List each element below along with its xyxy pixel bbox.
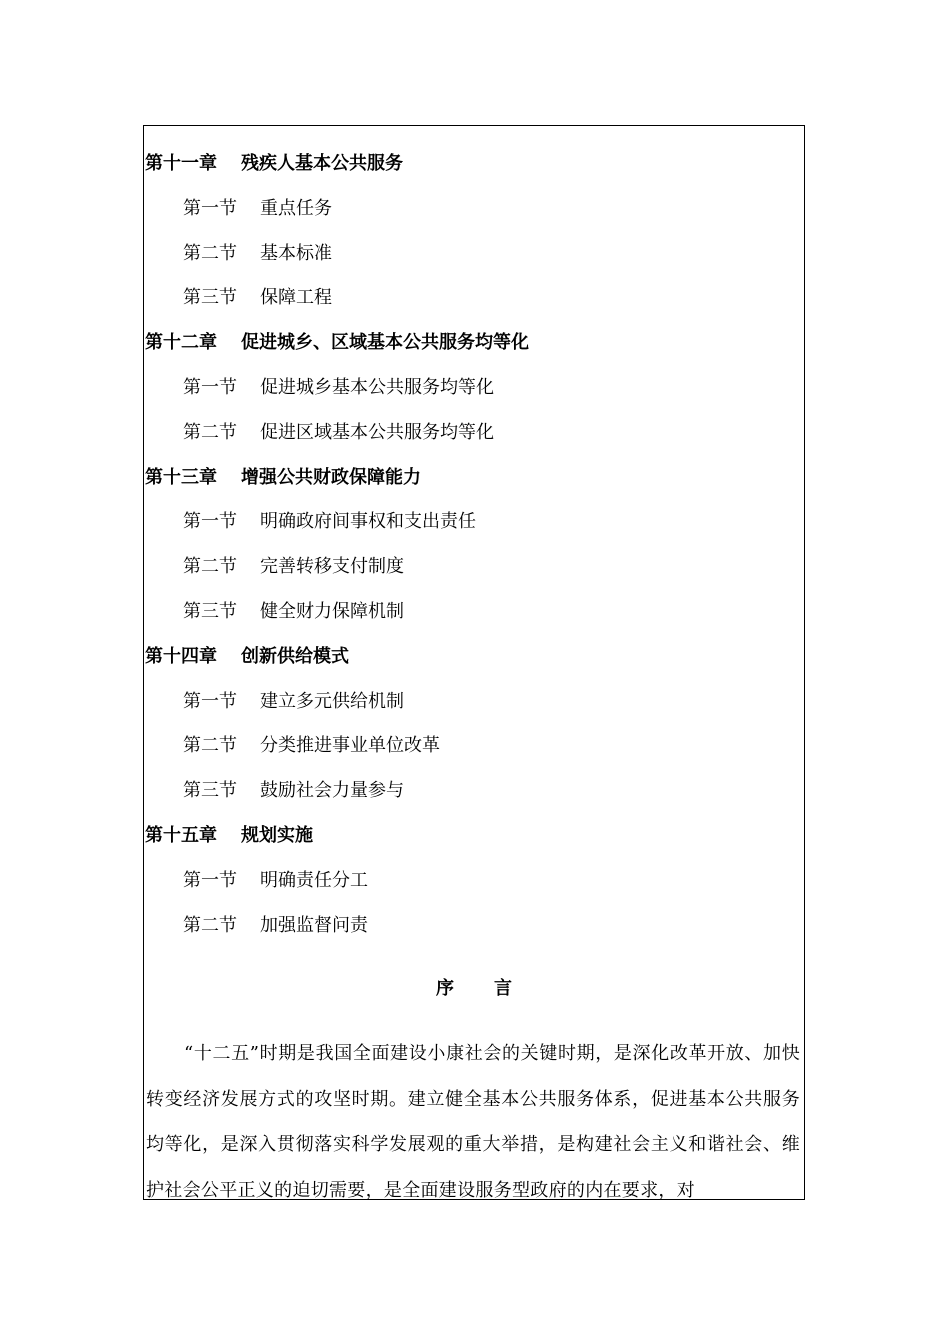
preface-heading xyxy=(144,974,804,1004)
section-title: 重点任务 xyxy=(260,197,332,219)
section-title: 基本标准 xyxy=(260,242,332,264)
section-number: 第一节 xyxy=(183,690,237,712)
chapter-title: 规划实施 xyxy=(241,824,313,846)
section-title: 促进城乡基本公共服务均等化 xyxy=(260,376,494,398)
section-number: 第三节 xyxy=(183,287,237,309)
section-title: 鼓励社会力量参与 xyxy=(260,780,404,802)
section-number: 第二节 xyxy=(183,914,237,936)
toc-section xyxy=(144,552,804,597)
toc-chapter-11 xyxy=(144,149,804,194)
preface-heading-char: 序 xyxy=(436,978,454,999)
toc-section xyxy=(144,911,804,956)
chapter-title: 增强公共财政保障能力 xyxy=(241,466,421,488)
section-number: 第二节 xyxy=(183,421,237,443)
toc-chapter-13 xyxy=(144,463,804,508)
section-title: 健全财力保障机制 xyxy=(260,600,404,622)
section-number: 第一节 xyxy=(183,376,237,398)
toc-section xyxy=(144,239,804,284)
toc-section xyxy=(144,866,804,911)
chapter-number: 第十二章 xyxy=(145,332,217,354)
section-number: 第二节 xyxy=(183,556,237,578)
section-title: 促进区域基本公共服务均等化 xyxy=(260,421,494,443)
table-of-contents xyxy=(144,149,804,955)
toc-section xyxy=(144,194,804,239)
chapter-number: 第十三章 xyxy=(145,466,217,488)
section-number: 第三节 xyxy=(183,600,237,622)
section-title: 建立多元供给机制 xyxy=(260,690,404,712)
toc-section xyxy=(144,687,804,732)
section-title: 完善转移支付制度 xyxy=(260,556,404,578)
chapter-title: 创新供给模式 xyxy=(241,645,349,667)
section-number: 第一节 xyxy=(183,511,237,533)
section-number: 第二节 xyxy=(183,735,237,757)
toc-section xyxy=(144,507,804,552)
section-number: 第一节 xyxy=(183,197,237,219)
toc-section xyxy=(144,731,804,776)
section-title: 明确政府间事权和支出责任 xyxy=(260,511,476,533)
section-number: 第一节 xyxy=(183,869,237,891)
document-frame xyxy=(143,125,805,1200)
chapter-number: 第十四章 xyxy=(145,645,217,667)
preface-heading-char: 言 xyxy=(494,978,512,999)
toc-section xyxy=(144,776,804,821)
preface-paragraph: “十二五”时期是我国全面建设小康社会的关键时期，是深化改革开放、加快转变经济发展方式的攻坚时期。建立健全基本公共服务体系，促进基本公共服务均等化，是深入贯彻落实科学发展观的重大举措，是构建社会主义和谐社会、维护社会公平正义的迫切需要，是全面建设服务型政府的内在要求，对 xyxy=(146,1043,800,1200)
section-number: 第二节 xyxy=(183,242,237,264)
chapter-number: 第十一章 xyxy=(145,153,217,174)
toc-section xyxy=(144,283,804,328)
chapter-title: 促进城乡、区域基本公共服务均等化 xyxy=(241,332,529,354)
section-number: 第三节 xyxy=(183,780,237,802)
chapter-title: 残疾人基本公共服务 xyxy=(241,153,403,174)
section-title: 明确责任分工 xyxy=(260,869,368,891)
section-title: 分类推进事业单位改革 xyxy=(260,735,440,757)
chapter-number: 第十五章 xyxy=(145,824,217,846)
section-title: 保障工程 xyxy=(260,287,332,309)
toc-section xyxy=(144,418,804,463)
toc-chapter-12 xyxy=(144,328,804,373)
toc-section xyxy=(144,597,804,642)
toc-section xyxy=(144,373,804,418)
toc-chapter-14 xyxy=(144,642,804,687)
toc-chapter-15 xyxy=(144,821,804,866)
section-title: 加强监督问责 xyxy=(260,914,368,936)
